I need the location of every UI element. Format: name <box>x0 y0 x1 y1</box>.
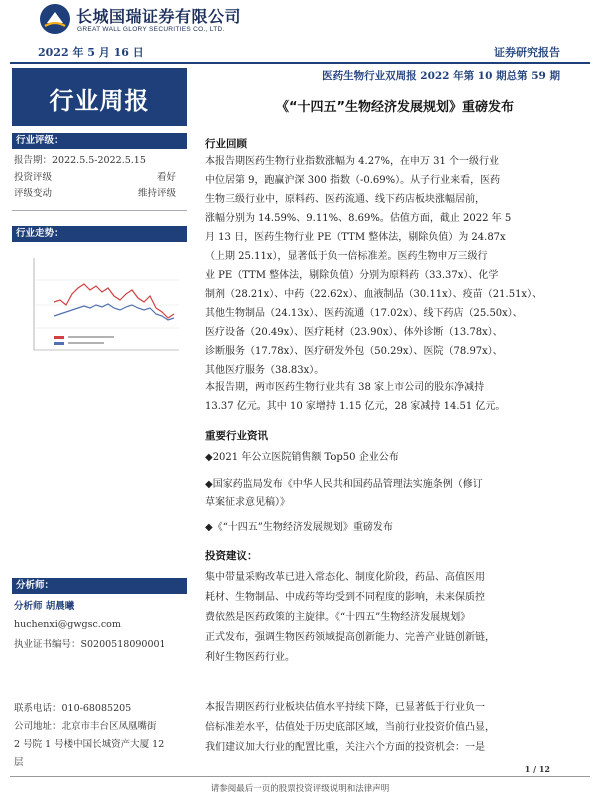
company-address: 公司地址：北京市丰台区凤凰嘴街 <box>14 721 157 732</box>
text-line: 涨幅分别为 14.59%、9.11%、8.69%。估值方面，截止 2022 年 5 <box>205 213 512 224</box>
logo-emblem-icon <box>40 4 70 34</box>
review-heading: 行业回顾 <box>205 138 247 150</box>
company-logo <box>40 4 290 36</box>
industry-trend-chart <box>14 250 184 362</box>
news-item: ◆《“十四五”生物经济发展规划》重磅发布 <box>205 522 393 533</box>
rating-section-header: 行业评级： <box>12 133 187 149</box>
text-line: 本报告期，两市医药生物行业共有 38 家上市公司的股东净减持 <box>205 382 485 393</box>
text-line: 倍标准差水平，估值处于历史底部区域，当前行业投资价值凸显， <box>205 722 495 733</box>
report-date: 2022 年 5 月 16 日 <box>38 46 144 59</box>
news-heading: 重要行业资讯 <box>205 430 268 442</box>
rating-change-value: 维持评级 <box>137 188 176 199</box>
company-address: 层 <box>14 757 24 768</box>
text-line: （上期 25.11x），显著低于负一倍标准差。医药生物申万三级行 <box>205 251 488 262</box>
legend-swatch-benchmark <box>54 342 64 345</box>
company-name-en: GREAT WALL GLORY SECURITIES CO., LTD. <box>77 26 225 33</box>
advice-paragraph <box>205 568 550 668</box>
text-line: 月 13 日，医药生物行业 PE（TTM 整体法，剔除负值）为 24.87x <box>205 232 506 243</box>
report-period: 报告期：2022.5.5-2022.5.15 <box>14 155 146 166</box>
advice-heading: 投资建议： <box>205 550 258 562</box>
text-line: 制剂（28.21x）、中药（22.62x）、血液制品（30.11x）、疫苗（21.51x）、 <box>205 289 543 300</box>
category-banner-label: 行业周报 <box>49 87 150 115</box>
page-number: 1 / 12 <box>524 764 550 774</box>
text-line: 费依然是医药政策的主旋律。《“十四五”生物经济发展规划》 <box>205 612 471 623</box>
text-line: 诊断服务（17.78x）、医疗研发外包（50.29x）、医院（78.97x）、 <box>205 346 503 357</box>
report-subtitle: 医药生物行业双周报 2022 年第 10 期总第 59 期 <box>322 70 560 82</box>
text-line: 我们建议加大行业的配置比重，关注六个方面的投资机会：一是 <box>205 742 485 753</box>
text-line: 13.37 亿元。其中 10 家增持 1.15 亿元，28 家减持 14.51 亿元。 <box>205 401 506 412</box>
trend-line-industry <box>54 284 174 318</box>
trend-section-header: 行业走势： <box>12 226 187 242</box>
footer-divider <box>10 776 590 777</box>
company-address: 2 号院 1 号楼中国长城资产大厦 12 <box>14 739 165 750</box>
header-divider <box>10 62 590 64</box>
text-line: 生物三级行业中，原料药、医药流通、线下药店板块涨幅居前， <box>205 194 485 205</box>
text-line: 利好生物医药行业。 <box>205 652 295 663</box>
contact-phone: 联系电话：010-68085205 <box>14 703 132 714</box>
category-banner <box>12 68 187 126</box>
holding-paragraph <box>205 378 550 416</box>
text-line: 本报告期医药生物行业指数涨幅为 4.27%，在申万 31 个一级行业 <box>205 156 500 167</box>
disclaimer-footer: 请参阅最后一页的股票投资评级说明和法律声明 <box>210 784 390 794</box>
report-title: 《“十四五”生物经济发展规划》重磅发布 <box>275 100 515 115</box>
sidebar-divider <box>12 210 187 211</box>
legend-swatch-industry <box>54 336 64 339</box>
text-line: 中位居第 9，跑赢沪深 300 指数（-0.69%）。从子行业来看，医药 <box>205 175 501 186</box>
rating-change-label: 评级变动 <box>14 188 53 199</box>
text-line: 耗材、生物制品、中成药等均受到不同程度的影响，未来保质控 <box>205 592 485 603</box>
news-item: ◆2021 年公立医院销售额 Top50 企业公布 <box>205 452 399 463</box>
analyst-section-header: 分析师： <box>12 578 187 594</box>
analyst-name: 分析师 胡晨曦 <box>14 601 75 612</box>
news-item: ◆国家药监局发布《中华人民共和国药品管理法实施条例（修订 <box>205 479 483 490</box>
invest-rating-label: 投资评级 <box>14 172 53 183</box>
analyst-license: 执业证书编号：S0200518090001 <box>14 639 166 650</box>
analyst-email[interactable]: huchenxi@gwgsc.com <box>14 619 121 630</box>
company-name-cn: 长城国瑞证券有限公司 <box>76 7 242 26</box>
invest-rating-value: 看好 <box>156 172 176 183</box>
text-line: 其他生物制品（24.13x）、医药流通（17.02x）、线下药店（25.50x）、 <box>205 308 523 319</box>
text-line: 其他医疗服务（38.83x）。 <box>205 365 325 376</box>
trend-line-benchmark <box>54 304 174 320</box>
news-item: 草案征求意见稿）》 <box>205 497 290 508</box>
text-line: 医疗设备（20.49x）、医疗耗材（23.90x）、体外诊断（13.78x）、 <box>205 327 503 338</box>
report-type: 证券研究报告 <box>494 46 560 59</box>
text-line: 集中带量采购改革已进入常态化、制度化阶段，药品、高值医用 <box>205 572 485 583</box>
text-line: 正式发布，强调生物医药领域提高创新能力、完善产业链创新链， <box>205 632 495 643</box>
conclusion-paragraph <box>205 698 550 758</box>
text-line: 业 PE（TTM 整体法，剔除负值）分别为原料药（33.37x）、化学 <box>205 270 499 281</box>
review-paragraph <box>205 152 550 380</box>
text-line: 本报告期医药行业板块估值水平持续下降，已显著低于行业负一 <box>205 702 485 713</box>
